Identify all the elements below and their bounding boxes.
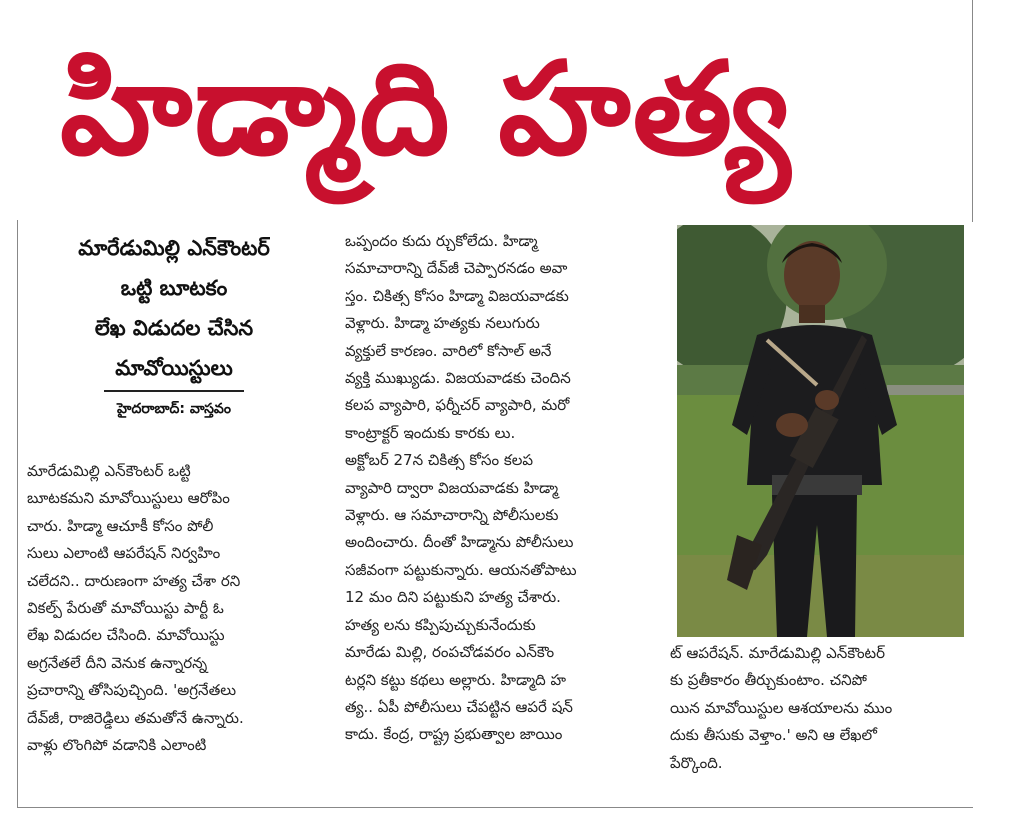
article-column-2	[345, 228, 650, 749]
column-1-line: సులు ఎలాంటి ఆపరేషన్ నిర్వహిం	[27, 544, 221, 563]
column-1-line: బూటకమని మావోయిస్టులు ఆరోపిం	[27, 489, 230, 508]
column-2-line: సజీవంగా పట్టుకున్నారు. ఆయనతోపాటు	[345, 560, 577, 579]
subheading-line-2: ఒట్టి బూటకం	[120, 276, 228, 300]
column-1-line: దేవ్‌జీ, రాజిరెడ్డిలు తమతోనే ఉన్నారు.	[27, 708, 244, 727]
column-2-line: అందించారు. దీంతో హిడ్మాను పోలీసులు	[345, 533, 574, 552]
column-2-line: వ్యాపారి ద్వారా విజయవాడకు హిడ్మా	[345, 478, 559, 497]
column-3-line: కు ప్రతీకారం తీర్చుకుంటాం. చనిపో	[670, 671, 867, 690]
column-2-line: వ్యక్తి ముఖ్యుడు. విజయవాడకు చెందిన	[345, 369, 571, 388]
column-2-line: ఒప్పందం కుదు ర్చుకోలేదు. హిడ్మా	[345, 232, 538, 250]
frame-left-rule	[17, 220, 18, 807]
column-3-line: పేర్కొంది.	[670, 753, 723, 772]
column-2-line: వెళ్లారు. హిడ్మా హత్యకు నలుగురు	[345, 314, 540, 333]
article-column-1	[27, 458, 322, 759]
column-2-line: కాంట్రాక్టర్ ఇందుకు కారకు లు.	[345, 423, 516, 442]
column-2-line: అక్టోబర్ 27న చికిత్స కోసం కలప	[345, 451, 534, 470]
column-2-line: 12 మం దిని పట్టుకుని హత్య చేశారు.	[345, 588, 561, 607]
column-1-line: వికల్ప్ పేరుతో మావోయిస్టు పార్టీ ఓ	[27, 599, 224, 618]
column-3-line: యిన మావోయిస్టుల ఆశయాలను ముం	[670, 698, 893, 717]
column-2-line: వెళ్లారు. ఆ సమాచారాన్ని పోలీసులకు	[345, 506, 559, 525]
column-2-line: టర్లని కట్టు కథలు అల్లారు. హిడ్మాది హ	[345, 670, 566, 689]
subheading-line-4: మావోయిస్టులు	[115, 356, 233, 380]
column-3-line: దుకు తీసుకు వెళ్తాం.' అని ఆ లేఖలో	[670, 726, 877, 745]
frame-right-rule	[972, 0, 973, 222]
column-2-line: వ్యక్తులే కారణం. వారిలో కోసాల్ అనే	[345, 341, 552, 360]
column-2-line: త్య.. ఏపీ పోలీసులు చేపట్టిన ఆపరే షన్	[345, 697, 573, 716]
subheading-line-1: మారేడుమిల్లి ఎన్‌కౌంటర్	[78, 236, 270, 260]
subheading-divider	[104, 390, 244, 392]
column-3-line: ట్ ఆపరేషన్. మారేడుమిల్లి ఎన్‌కౌంటర్	[670, 644, 886, 662]
column-1-line: ప్రచారాన్ని తోసిపుచ్చింది. 'అగ్రనేతలు	[27, 681, 237, 700]
column-1-line: చారు. హిడ్మా ఆచూకీ కోసం పోలీ	[27, 516, 214, 535]
frame-bottom-rule	[17, 807, 973, 808]
dateline: హైదరాబాద్: వాస్తవం	[117, 401, 231, 417]
column-2-line: కలప వ్యాపారి, ఫర్నీచర్ వ్యాపారి, మరో	[345, 396, 570, 415]
column-2-line: స్తం. చికిత్స కోసం హిడ్మా విజయవాడకు	[345, 286, 569, 305]
article-column-3	[670, 640, 970, 777]
subheading-block	[30, 228, 318, 422]
column-1-line: వాళ్లు లొంగిపో వడానికి ఎలాంటి	[27, 736, 207, 755]
subheading-line-3: లేఖ విడుదల చేసిన	[94, 316, 254, 340]
column-1-line: చలేదని.. దారుణంగా హత్య చేశా రని	[27, 571, 241, 590]
column-2-line: సమాచారాన్ని దేవ్‌జీ చెప్పారనడం అవా	[345, 259, 568, 278]
photo-armed-man	[677, 225, 964, 637]
column-2-line: కాదు. కేంద్ర, రాష్ట్ర ప్రభుత్వాల జాయిం	[345, 725, 563, 744]
column-1-line: అగ్రనేతలే దీని వెనుక ఉన్నారన్న	[27, 653, 208, 672]
column-1-line: లేఖ విడుదల చేసింది. మావోయిస్టు	[27, 626, 225, 645]
column-1-line: మారేడుమిల్లి ఎన్‌కౌంటర్ ఒట్టి	[27, 462, 191, 480]
headline: హిడ్మాది హత్య	[60, 35, 793, 184]
column-2-line: మారేడు మిల్లి, రంపచోడవరం ఎన్‌కౌం	[345, 643, 555, 662]
photo-illustration	[677, 225, 964, 637]
column-2-line: హత్య లను కప్పిపుచ్చుకునేందుకు	[345, 615, 536, 634]
